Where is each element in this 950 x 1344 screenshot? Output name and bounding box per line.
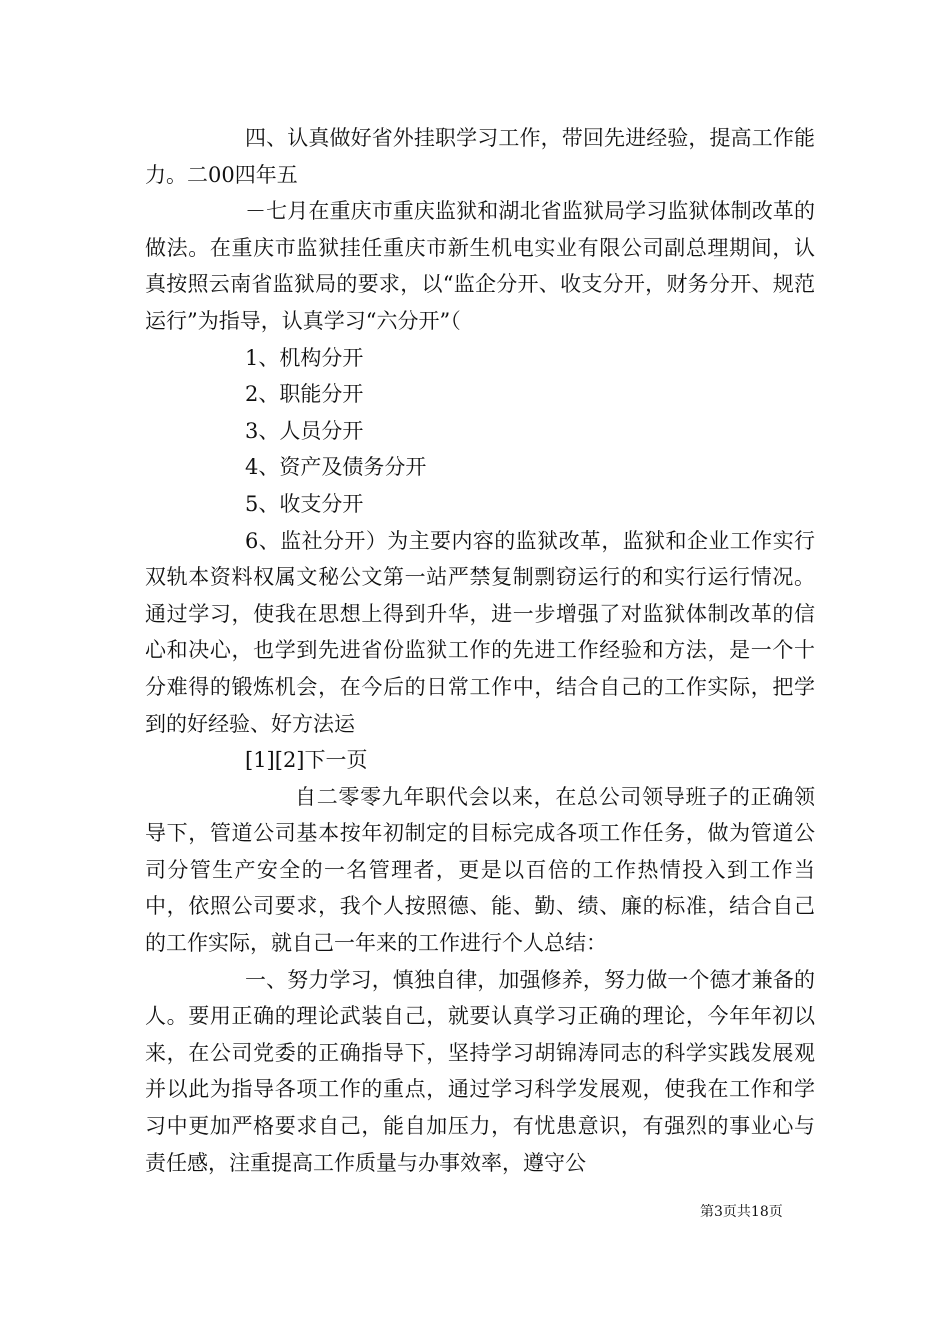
paragraph-prison-society: 6、监社分开）为主要内容的监狱改革，监狱和企业工作实行双轨本资料权属文秘公文第一站严禁复制剽窃运行的和实行运行情况。通过学习，使我在思想上得到升华，进一步增强了对监狱体制改革的信心和决心，也学到先进省份监狱工作的先进工作经验和方法，是一个十分难得的锻炼机会，在今后的日常工作中，结合自己的工作实际，把学到的好经验、好方法运 xyxy=(145,528,815,736)
page-number-footer: 第3页共18页 xyxy=(700,1204,783,1220)
document-body xyxy=(145,120,815,1181)
list-item-income-expense: 5、收支分开 xyxy=(245,491,364,516)
paragraph-summary-intro: 自二零零九年职代会以来，在总公司领导班子的正确领导下，管道公司基本按年初制定的目标完成各项工作任务，做为管道公司分管生产安全的一名管理者，更是以百倍的工作热情投入到工作当中，依照公司要求，我个人按照德、能、勤、绩、廉的标准，结合自己的工作实际，就自己一年来的工作进行个人总结： xyxy=(145,784,815,956)
list-item-personnel: 3、人员分开 xyxy=(245,418,364,443)
list-item-assets-debts: 4、资产及债务分开 xyxy=(245,455,427,480)
list-item-function: 2、职能分开 xyxy=(245,382,364,407)
paragraph-study-discipline: 一、努力学习，慎独自律，加强修养，努力做一个德才兼备的人。要用正确的理论武装自己，就要认真学习正确的理论，今年年初以来，在公司党委的正确指导下，坚持学习胡锦涛同志的科学实践发展观并以此为指导各项工作的重点，通过学习科学发展观，使我在工作和学习中更加严格要求自己，能自加压力，有忧患意识，有强烈的事业心与责任感，注重提高工作质量与办事效率，遵守公 xyxy=(145,967,815,1175)
paragraph-provincial-study: 四、认真做好省外挂职学习工作，带回先进经验，提高工作能力。二00四年五 xyxy=(145,126,815,187)
paragraph-reform-practice: －七月在重庆市重庆监狱和湖北省监狱局学习监狱体制改革的做法。在重庆市监狱挂任重庆市新生机电实业有限公司副总理期间，认真按照云南省监狱局的要求，以“监企分开、收支分开，财务分开、规范运行”为指导，认真学习“六分开”（ xyxy=(145,199,815,333)
list-item-institution: 1、机构分开 xyxy=(245,345,364,370)
page-navigation-link[interactable]: [1][2]下一页 xyxy=(245,748,368,773)
